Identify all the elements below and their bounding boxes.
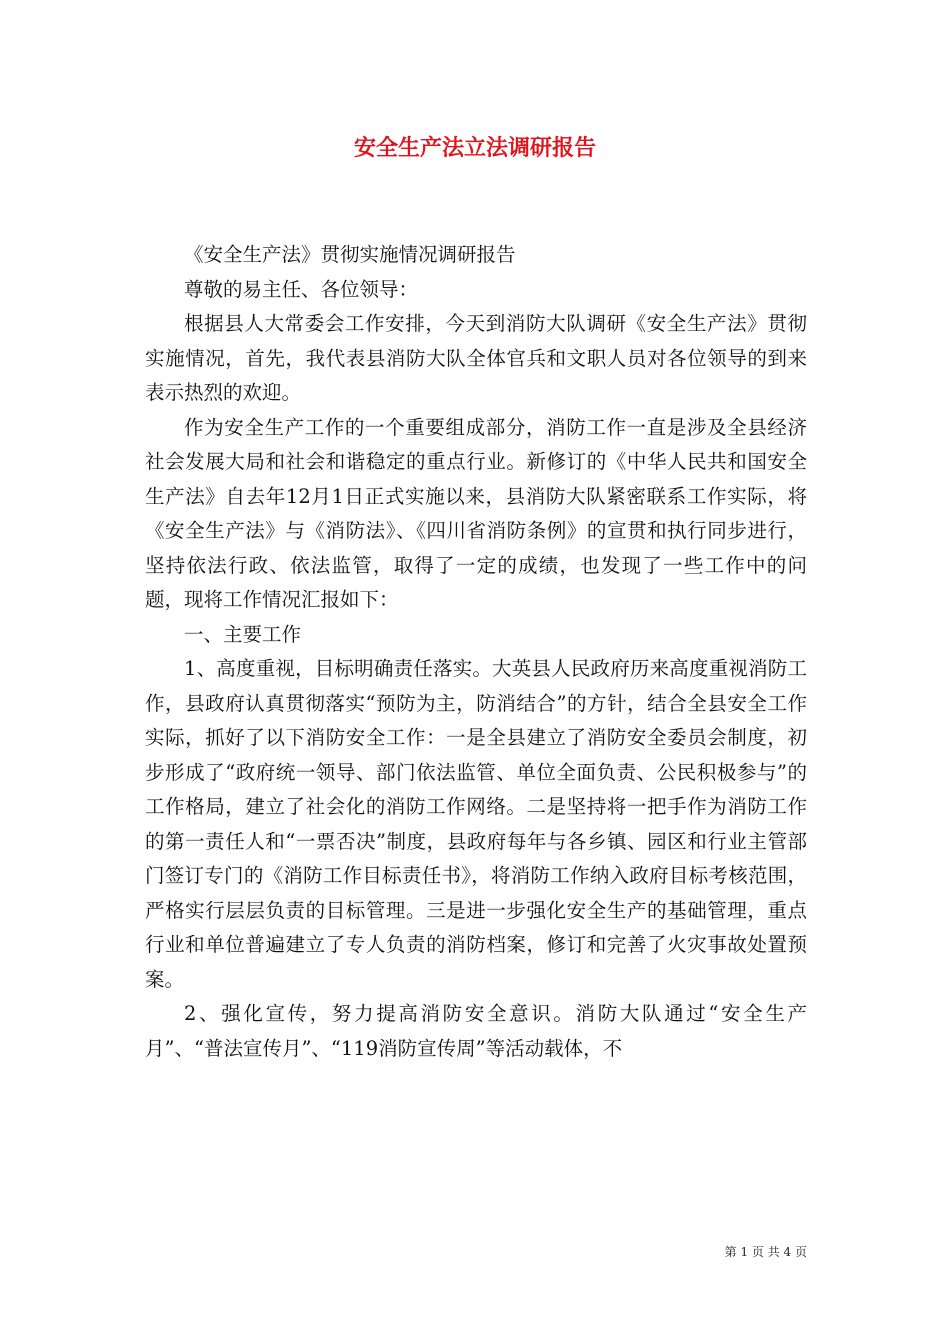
document-body (145, 238, 807, 1066)
section-heading-main-work: 一、主要工作 (184, 622, 302, 646)
paragraph-item-1: 1、高度重视，目标明确责任落实。大英县人民政府历来高度重视消防工作，县政府认真贯彻落实“预防为主，防消结合”的方针，结合全县安全工作实际，抓好了以下消防安全工作：一是全县建立了消防安全委员会制度，初步形成了“政府统一领导、部门依法监管、单位全面负责、公民积极参与”的工作格局，建立了社会化的消防工作网络。二是坚持将一把手作为消防工作的第一责任人和“一票否决”制度，县政府每年与各乡镇、园区和行业主管部门签订专门的《消防工作目标责任书》，将消防工作纳入政府目标考核范围，严格实行层层负责的目标管理。三是进一步强化安全生产的基础管理，重点行业和单位普遍建立了专人负责的消防档案，修订和完善了火灾事故处置预案。 (145, 657, 807, 991)
paragraph-background: 作为安全生产工作的一个重要组成部分，消防工作一直是涉及全县经济社会发展大局和社会和谐稳定的重点行业。新修订的《中华人民共和国安全生产法》自去年12月1日正式实施以来，县消防大队紧密联系工作实际，将《安全生产法》与《消防法》、《四川省消防条例》的宣贯和执行同步进行，坚持依法行政、依法监管，取得了一定的成绩，也发现了一些工作中的问题，现将工作情况汇报如下： (145, 415, 807, 611)
paragraph-intro: 根据县人大常委会工作安排，今天到消防大队调研《安全生产法》贯彻实施情况，首先，我代表县消防大队全体官兵和文职人员对各位领导的到来表示热烈的欢迎。 (145, 312, 807, 404)
document-title: 安全生产法立法调研报告 (353, 135, 596, 161)
paragraph-salutation: 尊敬的易主任、各位领导： (184, 277, 419, 301)
page-number-footer: 第 1 页 共 4 页 (724, 1245, 807, 1259)
paragraph-item-2: 2、强化宣传，努力提高消防安全意识。消防大队通过“安全生产月”、“普法宣传月”、“119消防宣传周”等活动载体，不 (145, 1002, 807, 1060)
paragraph-report-heading: 《安全生产法》贯彻实施情况调研报告 (184, 243, 516, 266)
